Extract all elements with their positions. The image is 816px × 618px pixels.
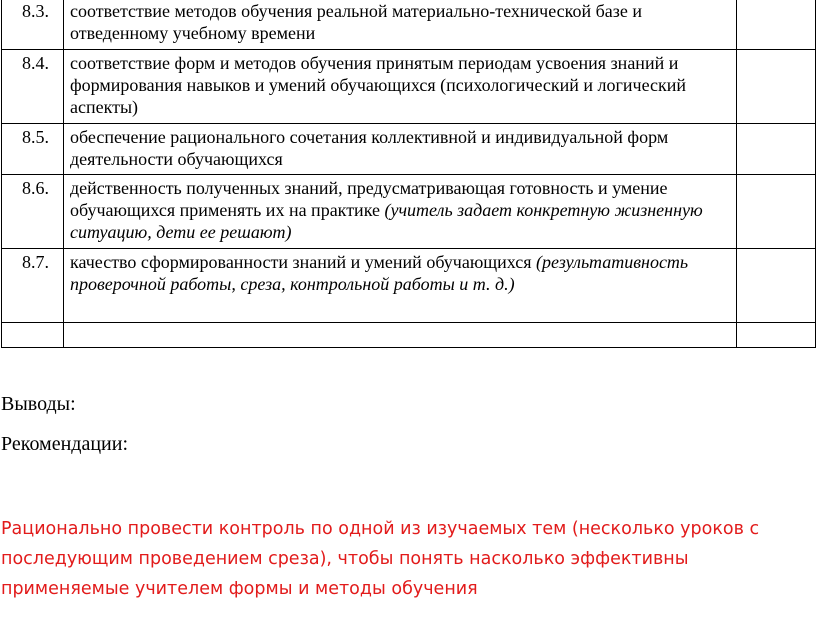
criterion-cell bbox=[63, 249, 737, 323]
mark-cell bbox=[737, 323, 816, 348]
criterion-cell bbox=[63, 124, 737, 175]
table-row bbox=[2, 50, 816, 124]
mark-cell bbox=[737, 175, 816, 249]
criterion-cell bbox=[63, 323, 737, 348]
row-number: 8.7. bbox=[2, 249, 64, 323]
criterion-note: (учитель задает конкретную жизненную ситуацию, дети ее решают) bbox=[69, 200, 703, 242]
mark-cell bbox=[737, 249, 816, 323]
table-row bbox=[2, 124, 816, 175]
mark-cell bbox=[737, 124, 816, 175]
criteria-table bbox=[1, 0, 816, 348]
table-row bbox=[2, 249, 816, 323]
criterion-text: обеспечение рационального сочетания коллективной и индивидуальной форм деятельности обучающихся bbox=[69, 127, 669, 169]
row-number: 8.4. bbox=[2, 50, 64, 124]
table-row bbox=[2, 323, 816, 348]
row-number: 8.6. bbox=[2, 175, 64, 249]
criterion-text: соответствие методов обучения реальной материально-технической базе и отведенному учебному времени bbox=[69, 1, 643, 43]
recommendation-text: Рационально провести контроль по одной из изучаемых тем (несколько уроков с последующим проведением среза), чтобы понять насколько эффективны применяемые учителем формы и методы обучения bbox=[1, 519, 760, 599]
mark-cell bbox=[737, 50, 816, 124]
criterion-text: качество сформированности знаний и умений обучающихся bbox=[69, 252, 532, 272]
table-row bbox=[2, 0, 816, 50]
criterion-cell bbox=[63, 175, 737, 249]
recommendations-label: Рекомендации: bbox=[1, 433, 129, 455]
row-number: 8.3. bbox=[2, 0, 64, 50]
row-number bbox=[2, 323, 64, 348]
mark-cell bbox=[737, 0, 816, 50]
criterion-text: действенность полученных знаний, предусматривающая готовность и умение обучающихся применять их на практике bbox=[69, 178, 668, 220]
table-row bbox=[2, 175, 816, 249]
criterion-note: (результативность проверочной работы, среза, контрольной работы и т. д.) bbox=[69, 252, 689, 294]
conclusions-label: Выводы: bbox=[1, 393, 76, 415]
row-number: 8.5. bbox=[2, 124, 64, 175]
criterion-text: соответствие форм и методов обучения принятым периодам усвоения знаний и формирования навыков и умений обучающихся (психологический и логический аспекты) bbox=[69, 53, 687, 117]
criterion-cell bbox=[63, 50, 737, 124]
criterion-cell bbox=[63, 0, 737, 50]
